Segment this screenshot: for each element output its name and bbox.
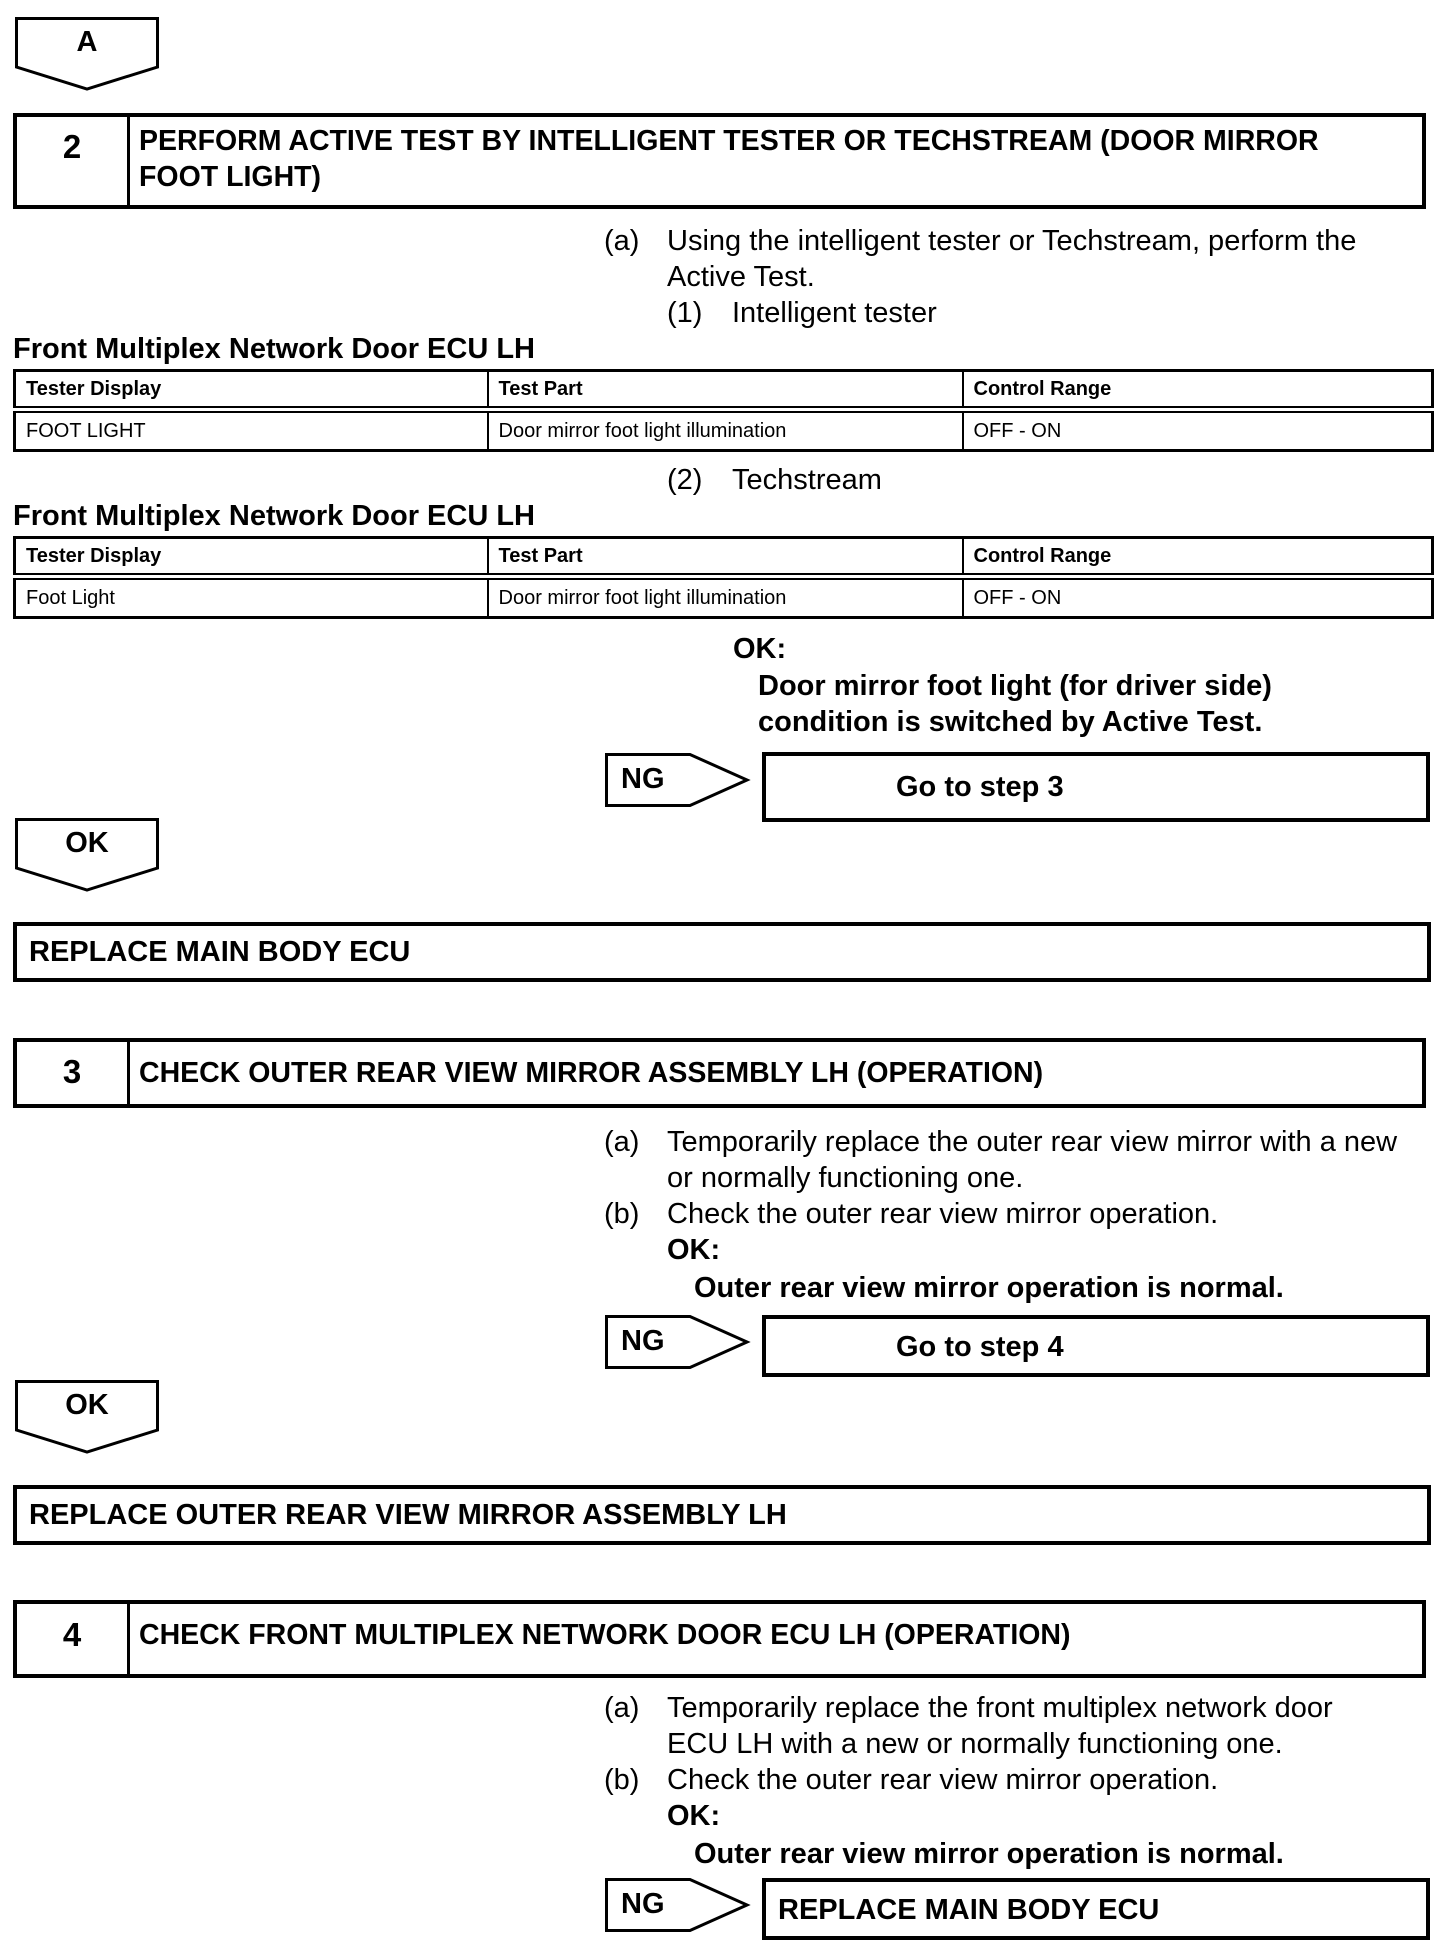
ng-target-label[interactable]: Go to step 4 <box>896 1331 1064 1363</box>
instruction-b-label: (b) <box>604 1198 640 1230</box>
column-header: Control Range <box>963 371 1433 410</box>
table-cell: Door mirror foot light illumination <box>488 577 963 618</box>
flow-marker-a <box>15 17 159 91</box>
column-header: Test Part <box>488 538 963 577</box>
ok-criteria-text-2: condition is switched by Active Test. <box>758 706 1263 738</box>
ng-branch-marker <box>605 753 750 807</box>
ok-criteria-text: Outer rear view mirror operation is normal. <box>694 1838 1284 1870</box>
step-2-header <box>13 113 1426 209</box>
instruction-a-text-1: Temporarily replace the front multiplex network door <box>667 1692 1333 1724</box>
marker-label: A <box>76 26 98 58</box>
column-header: Tester Display <box>15 371 488 410</box>
instruction-a <box>604 223 639 259</box>
ok-criteria-label: OK: <box>667 1234 721 1266</box>
ng-target-replace-main-body-ecu[interactable] <box>762 1878 1430 1940</box>
table-caption: Front Multiplex Network Door ECU LH <box>13 333 535 365</box>
ok-branch-marker <box>15 1380 159 1454</box>
step-title-line: PERFORM ACTIVE TEST BY INTELLIGENT TESTER OR TECHSTREAM (DOOR MIRROR <box>139 125 1319 157</box>
instruction-b-text: Check the outer rear view mirror operation. <box>667 1198 1219 1230</box>
ok-criteria-text-1: Door mirror foot light (for driver side) <box>758 670 1272 702</box>
step-title <box>139 123 1414 195</box>
column-header: Test Part <box>488 371 963 410</box>
marker-label: NG <box>621 763 665 795</box>
column-header: Control Range <box>963 538 1433 577</box>
ok-criteria-label: OK: <box>667 1800 721 1832</box>
sub-item-1-text: Intelligent tester <box>732 297 937 329</box>
table-cell: OFF - ON <box>963 577 1433 618</box>
step-title-line: FOOT LIGHT) <box>139 161 322 193</box>
item-label: (a) <box>604 225 640 257</box>
sub-item-1-label: (1) <box>667 297 703 329</box>
ng-branch-marker <box>605 1878 750 1932</box>
instruction-a-label: (a) <box>604 1692 640 1724</box>
table-caption: Front Multiplex Network Door ECU LH <box>13 500 535 532</box>
step-number: 4 <box>17 1604 130 1674</box>
active-test-table-intelligent-tester <box>13 369 1434 452</box>
ok-criteria-label: OK: <box>733 633 787 665</box>
marker-label: NG <box>621 1325 665 1357</box>
ng-target-step-4[interactable] <box>762 1315 1430 1377</box>
instruction-a-label: (a) <box>604 1126 640 1158</box>
instruction-a-text-1: Temporarily replace the outer rear view mirror with a new <box>667 1126 1398 1158</box>
ng-target-label[interactable]: Go to step 3 <box>896 771 1064 803</box>
table-cell: OFF - ON <box>963 410 1433 451</box>
step-3-header <box>13 1038 1426 1108</box>
sub-item-2-label: (2) <box>667 464 703 496</box>
step-number: 2 <box>17 117 130 205</box>
ng-target-label[interactable]: REPLACE MAIN BODY ECU <box>778 1894 1160 1926</box>
result-replace-main-body-ecu: REPLACE MAIN BODY ECU <box>13 922 1431 982</box>
step-title: CHECK OUTER REAR VIEW MIRROR ASSEMBLY LH (OPERATION) <box>139 1057 1044 1089</box>
marker-label: OK <box>65 1389 109 1421</box>
step-4-header <box>13 1600 1426 1678</box>
table-cell: FOOT LIGHT <box>15 410 488 451</box>
ok-criteria-text: Outer rear view mirror operation is normal. <box>694 1272 1284 1304</box>
table-header-row <box>15 538 1433 577</box>
instruction-a-text-2: or normally functioning one. <box>667 1162 1024 1194</box>
instruction-b-label: (b) <box>604 1764 640 1796</box>
table-row <box>15 577 1433 618</box>
table-cell: Foot Light <box>15 577 488 618</box>
marker-label: NG <box>621 1888 665 1920</box>
step-title: CHECK FRONT MULTIPLEX NETWORK DOOR ECU LH (OPERATION) <box>139 1619 1071 1651</box>
instruction-a-text-1: Using the intelligent tester or Techstream, perform the <box>667 225 1357 257</box>
ng-branch-marker <box>605 1315 750 1369</box>
instruction-b-text: Check the outer rear view mirror operation. <box>667 1764 1219 1796</box>
sub-item-2-text: Techstream <box>732 464 882 496</box>
active-test-table-techstream <box>13 536 1434 619</box>
instruction-a-text-2: ECU LH with a new or normally functioning one. <box>667 1728 1283 1760</box>
column-header: Tester Display <box>15 538 488 577</box>
instruction-a-text-2: Active Test. <box>667 261 815 293</box>
result-replace-outer-mirror: REPLACE OUTER REAR VIEW MIRROR ASSEMBLY LH <box>13 1485 1431 1545</box>
ng-target-step-3[interactable] <box>762 752 1430 822</box>
table-row <box>15 410 1433 451</box>
table-cell: Door mirror foot light illumination <box>488 410 963 451</box>
ok-branch-marker <box>15 818 159 892</box>
marker-label: OK <box>65 827 109 859</box>
step-number: 3 <box>17 1042 130 1104</box>
table-header-row <box>15 371 1433 410</box>
